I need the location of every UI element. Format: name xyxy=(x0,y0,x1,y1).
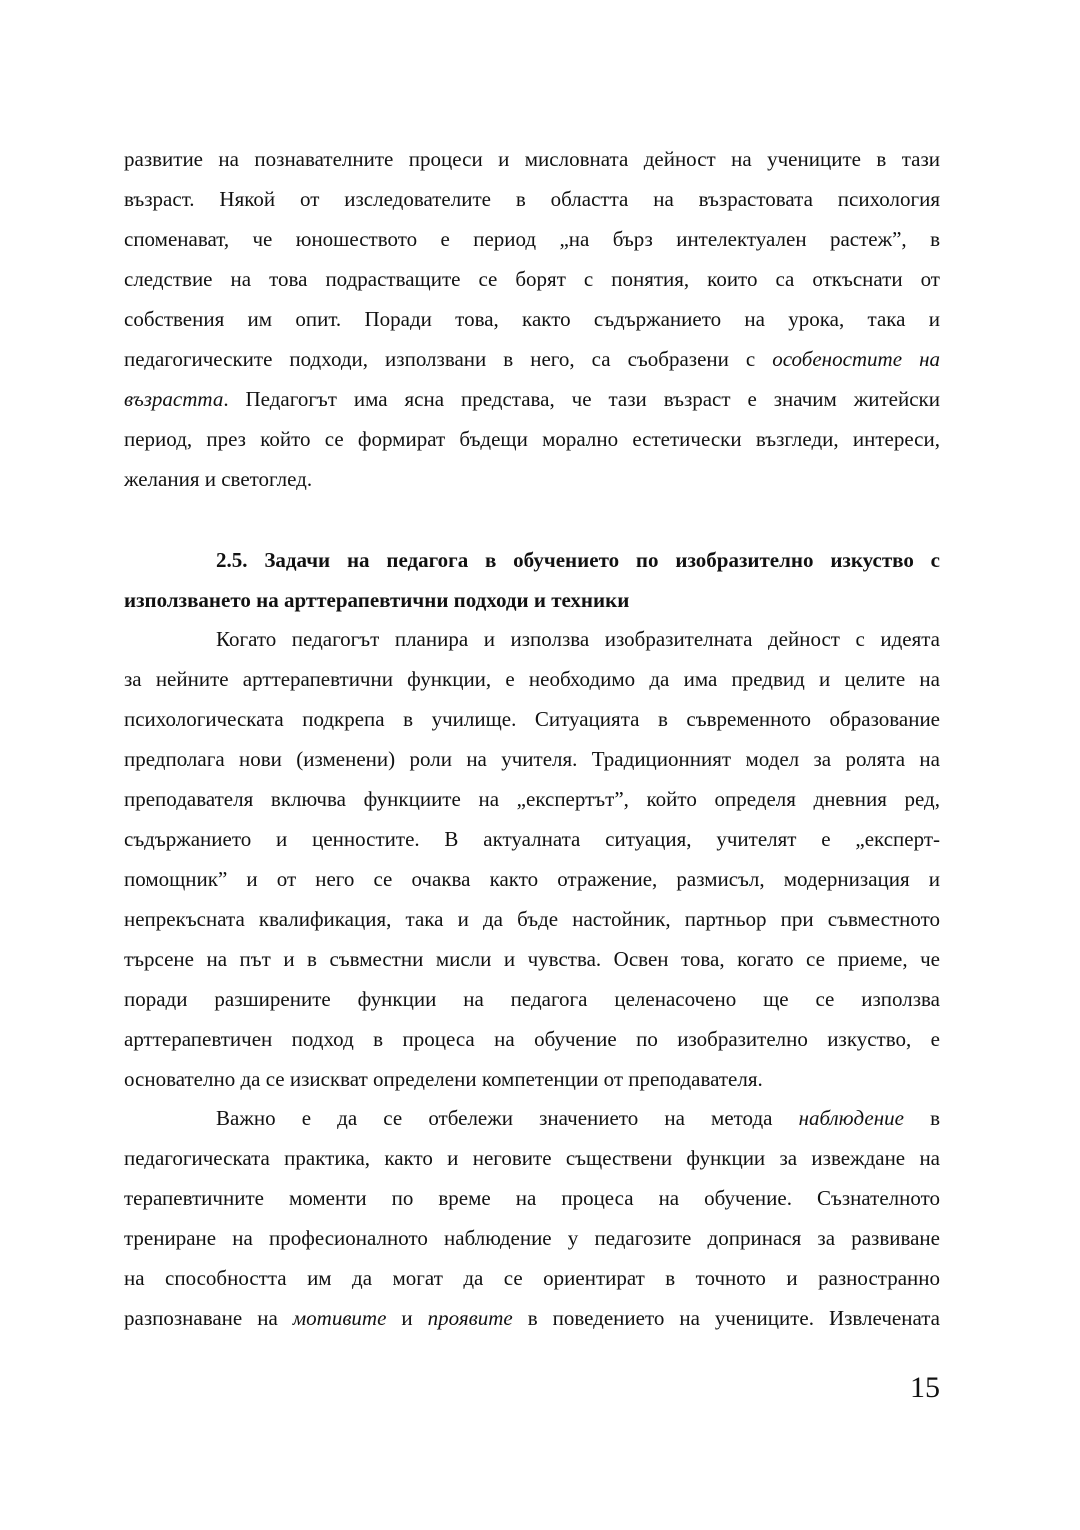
text-line: Когато педагогът планира и използва изобразителната дейност с идеята xyxy=(216,627,940,651)
text-line: собствения им опит. Поради това, както съдържанието на урока, така и xyxy=(124,307,940,331)
text-line: период, през който се формират бъдещи морално естетически възгледи, интереси, xyxy=(124,427,940,451)
text-line: търсене на път и в съвместни мисли и чувства. Освен това, когато се приеме, че xyxy=(124,947,940,971)
text-line xyxy=(124,379,940,419)
italic-term: мотивите xyxy=(292,1306,387,1330)
text-line xyxy=(216,1098,940,1138)
text-line: арттерапевтичен подход в процеса на обучение по изобразително изкуство, е xyxy=(124,1027,940,1051)
text-line xyxy=(124,339,940,379)
text-line: основателно да се изискват определени компетенции от преподавателя. xyxy=(124,1067,763,1091)
text-line: развитие на познавателните процеси и мисловната дейност на учениците в тази xyxy=(124,147,940,171)
section-heading xyxy=(124,540,940,620)
text-line: споменават, че юношеството е период „на бърз интелектуален растеж”, в xyxy=(124,227,940,251)
text-line: възраст. Някой от изследователите в областта на възрастовата психология xyxy=(124,187,940,211)
paragraph-observation-method xyxy=(124,1098,940,1338)
paragraph-teacher-roles xyxy=(124,619,940,1099)
text-line: трениране на професионалното наблюдение у педагозите допринася за развиване xyxy=(124,1226,940,1250)
text-line: психологическата подкрепа в училище. Ситуацията в съвременното образование xyxy=(124,707,940,731)
text-run: в xyxy=(903,1106,940,1130)
text-line: непрекъсната квалификация, така и да бъде настойник, партньор при съвместното xyxy=(124,907,940,931)
italic-term: проявите xyxy=(427,1306,513,1330)
text-line: на способността им да могат да се ориентират в точното и разностранно xyxy=(124,1266,940,1290)
text-run: и xyxy=(386,1306,428,1330)
text-line xyxy=(124,1298,940,1338)
text-line: желания и светоглед. xyxy=(124,467,313,491)
text-line: терапевтичните моменти по време на процеса на обучение. Съзнателното xyxy=(124,1186,940,1210)
text-run: в поведението на учениците. Извлечената xyxy=(512,1306,940,1330)
text-run: педагогическите подходи, използвани в него, са съобразени с xyxy=(124,347,773,371)
text-line: следствие на това подрастващите се борят с понятия, които са откъснати от xyxy=(124,267,940,291)
text-line: преподавателя включва функциите на „експертът”, който определя дневния ред, xyxy=(124,787,940,811)
italic-term: особеностите на xyxy=(772,347,940,371)
page-number: 15 xyxy=(910,1371,940,1404)
text-line: съдържанието и ценностите. В актуалната ситуация, учителят е „експерт- xyxy=(124,827,940,851)
heading-line: 2.5. Задачи на педагога в обучението по изобразително изкуство с xyxy=(216,548,940,572)
text-run: разпознаване на xyxy=(124,1306,293,1330)
text-line: поради разширените функции на педагога целенасочено ще се използва xyxy=(124,987,940,1011)
text-run: . Педагогът има ясна представа, че тази възраст е значим житейски xyxy=(223,387,940,411)
italic-term: наблюдение xyxy=(798,1106,904,1130)
paragraph-age-features xyxy=(124,139,940,499)
heading-line: използването на арттерапевтични подходи и техники xyxy=(124,588,630,612)
text-line: помощник” и от него се очаква както отражение, размисъл, модернизация и xyxy=(124,867,940,891)
text-line: педагогическата практика, както и неговите съществени функции за извеждане на xyxy=(124,1146,940,1170)
text-run: Важно е да се отбележи значението на метода xyxy=(216,1106,799,1130)
text-line: предполага нови (изменени) роли на учителя. Традиционният модел за ролята на xyxy=(124,747,940,771)
text-line: за нейните арттерапевтични функции, е необходимо да има предвид и целите на xyxy=(124,667,940,691)
italic-term: възрастта xyxy=(124,387,224,411)
